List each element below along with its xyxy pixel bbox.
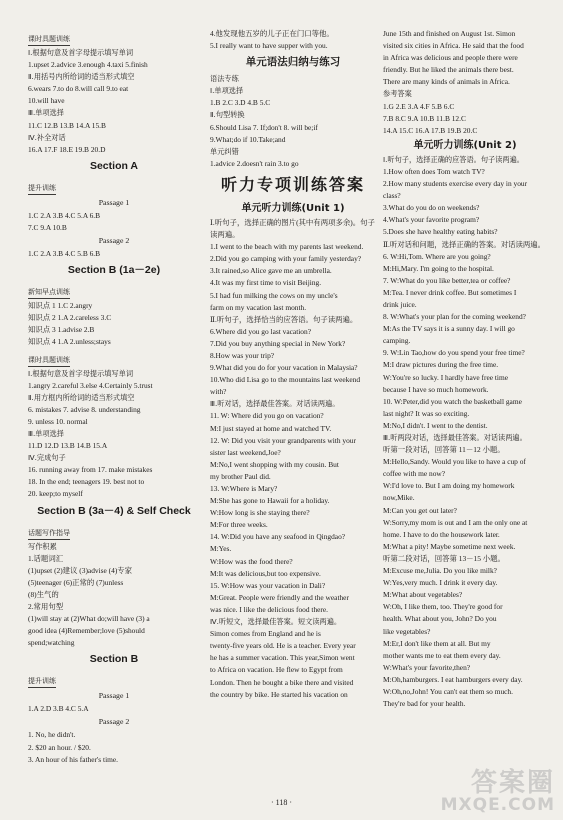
answer-line: 8. W:What's your plan for the coming weekend? <box>383 312 526 322</box>
answer-line: M:As the TV says it is a sunny day. I will go <box>383 324 515 334</box>
answer-line: 1.话题词汇 <box>28 553 64 563</box>
answer-line: 9.What did you do for your vacation in Malaysia? <box>210 363 358 373</box>
answer-line: M:I just stayed at home and watched TV. <box>210 423 332 433</box>
answer-line: 5.I had fun milking the cows on my uncle's <box>210 290 338 300</box>
answer-line: like vegetables? <box>383 626 431 636</box>
exercise-tag: 课时具题训练 <box>28 34 70 46</box>
answer-line: 知识点 3 1.advise 2.B <box>28 325 95 335</box>
answer-line: 11.D 12.D 13.B 14.B 15.A <box>28 441 108 451</box>
answer-line: 4.他发现他五岁的儿子正在门口等他。 <box>210 29 334 38</box>
answer-line: in Africa was delicious and people there were <box>383 53 518 63</box>
answer-line: 15. W:How was your vacation in Dali? <box>210 580 326 590</box>
answer-line: 知识点 2 1.A 2.careless 3.C <box>28 313 112 323</box>
page-number: · 118 · <box>270 798 293 807</box>
answer-line: M:Great. People were friendly and the weather <box>210 592 349 602</box>
answer-line: farm on my vacation last month. <box>210 302 307 312</box>
answer-line: M:Er,I don't like them at all. But my <box>383 638 491 648</box>
answer-line: 8.How was your trip? <box>210 350 275 360</box>
answer-line: W:Yes,very much. I drink it every day. <box>383 578 498 588</box>
answer-line: M:What a pity! Maybe sometime next week. <box>383 541 516 551</box>
main-title: 听力专项训练答案 <box>220 174 365 194</box>
answer-line: M:No,I didn't. I went to the dentist. <box>383 420 488 430</box>
answer-line: W:I'd love to. But I am doing my homework <box>383 481 515 491</box>
answer-line: health. What about you, John? Do you <box>383 614 497 624</box>
answer-line: he has a summer vacation. This year,Simon went <box>210 653 355 663</box>
section-title: Section B (1a－2e) <box>67 264 161 277</box>
section-heading: Ⅲ.单项选择 <box>28 428 64 438</box>
section-heading: Ⅱ.用括号内所给词的适当形式填空 <box>28 72 135 82</box>
answer-line: There are many kinds of animals in Africa. <box>383 77 510 87</box>
answer-line: (8)生气的 <box>28 589 59 599</box>
exercise-tag: 提升训练 <box>28 676 56 688</box>
instruction-line: Ⅰ.听句子，选择正确的图片(其中有两项多余)。句子读两遍。 <box>210 217 375 240</box>
answer-line: friendly. But he liked the animals there best. <box>383 65 514 75</box>
answer-line: coffee with me now? <box>383 469 446 479</box>
answer-line: 2.Did you go camping with your family yesterday? <box>210 254 362 264</box>
answer-line: W:How was the food there? <box>210 556 293 566</box>
answer-line: 1.How often does Tom watch TV? <box>383 166 485 176</box>
answer-line: London. Then he bought a bike there and visited <box>210 677 354 687</box>
answer-line: M:Tea. I never drink coffee. But sometimes I <box>383 287 517 297</box>
answer-line: 7. W:What do you like better,tea or coffee? <box>383 275 511 285</box>
answer-line: 14.A 15.C 16.A 17.B 19.B 20.C <box>383 125 478 135</box>
answer-line: W:Sorry,my mom is out and I am the only one at <box>383 517 528 527</box>
answer-line: 10. W:Peter,did you watch the basketball game <box>383 396 522 406</box>
answer-line: M:It was delicious,but too expensive. <box>210 568 321 578</box>
section-heading: Ⅲ.听两段对话，选择最佳答案。对话读两遍。 <box>383 433 527 442</box>
answer-line: Simon comes from England and he is <box>210 629 321 639</box>
answer-line: the country by bike. He started his vacation on <box>210 689 348 699</box>
answer-line: 听第二段对话，回答第 13－15 小题。 <box>383 553 505 563</box>
answer-line: (1)will stay at (2)What do;will have (3) a <box>28 614 150 624</box>
answer-line: because I have so much homework. <box>383 384 489 394</box>
answer-line: 13. W:Where is Mary? <box>210 484 278 493</box>
answer-line: camping. <box>383 336 411 346</box>
section-heading: 单元纠错 <box>210 146 239 156</box>
watermark-text-url: MXQE.COM <box>440 795 555 815</box>
instruction-line: Ⅱ.听对话和问题，选择正确的答案。对话读两遍。 <box>383 239 546 249</box>
column-middle <box>210 28 376 701</box>
answer-line: 18. In the end; teenagers 19. best not to <box>28 477 145 487</box>
answer-line: 4.It was my first time to visit Beijing. <box>210 278 322 288</box>
exercise-tag: 话题写作指导 <box>28 528 70 540</box>
answer-line: now,Mike. <box>383 493 415 503</box>
answer-line: 2.常用句型 <box>28 602 64 611</box>
answer-line: M:Can you get out later? <box>383 505 457 515</box>
section-title: 单元语法归纳与练习 <box>245 56 341 69</box>
answer-line: M:No,I went shopping with my cousin. But <box>210 459 339 469</box>
section-title: Section B (3a－4) & Self Check <box>37 504 191 517</box>
unit-title: 单元听力训练(Unit 2) <box>413 139 517 151</box>
answer-line: 7.B 8.C 9.A 10.B 11.B 12.C <box>383 113 466 123</box>
answer-line: (1)upset (2)建议 (3)advise (4)专家 <box>28 565 133 575</box>
section-title: Section B <box>89 653 139 666</box>
answer-line: 1.angry 2.careful 3.else 4.Certainly 5.trust <box>28 380 153 390</box>
answer-line: M:Excuse me,Julia. Do you like milk? <box>383 566 497 576</box>
watermark-logo <box>441 770 555 814</box>
answer-line: 5.Does she have healthy eating habits? <box>383 227 498 237</box>
answer-line: 3.It rained,so Alice gave me an umbrella. <box>210 266 332 276</box>
answer-line: mother wants me to eat them every day. <box>383 650 501 660</box>
answer-line: 5.I really want to have supper with you. <box>210 41 328 51</box>
answer-line: 3.What do you do on weekends? <box>383 203 480 213</box>
answer-line: visited six cities in Africa. He said that the food <box>383 41 524 51</box>
answer-line: 2.How many students exercise every day in your <box>383 179 528 189</box>
passage-label: Passage 2 <box>98 717 130 727</box>
answer-line: W:You're so lucky. I hardly have free time <box>383 372 509 382</box>
answer-line: M:What about vegetables? <box>383 590 463 600</box>
answer-line: 7.Did you buy anything special in New York? <box>210 338 346 348</box>
section-title: Section A <box>89 159 139 172</box>
section-heading: Ⅳ.补全对话 <box>28 132 66 142</box>
column-right <box>383 28 547 710</box>
answer-line: 知识点 4 1.A 2.unless;stays <box>28 337 111 347</box>
section-heading: Ⅲ.听对话，选择最佳答案。对话读两遍。 <box>210 399 340 409</box>
answer-line: 9. W:Lin Tao,how do you spend your free time? <box>383 348 525 358</box>
answer-line: 1.C 2.A 3.B 4.C 5.B 6.B <box>28 249 101 259</box>
exercise-tag: 提升训练 <box>28 183 56 195</box>
watermark-text-cn: 答案圈 <box>470 768 555 798</box>
answer-line: W:Oh,no,John! You can't eat them so much. <box>383 686 513 696</box>
column-left <box>28 28 200 766</box>
answer-line: with? <box>210 387 227 397</box>
answer-line: 1.I went to the beach with my parents last weekend. <box>210 242 364 252</box>
answer-line: drink juice. <box>383 299 417 309</box>
answer-line: They're bad for your health. <box>383 699 466 709</box>
answer-line: 16.A 17.F 18.E 19.B 20.D <box>28 144 106 154</box>
answer-line: 1.B 2.C 3.D 4.B 5.C <box>210 98 271 108</box>
answer-line: 10.Who did Lisa go to the mountains last weekend <box>210 375 361 385</box>
answer-line: M:I draw pictures during the free time. <box>383 360 499 370</box>
answer-line: 1.advice 2.doesn't rain 3.to go <box>210 158 299 168</box>
answer-line: 3. An hour of his father's time. <box>28 754 119 764</box>
section-heading: Ⅰ.听句子，选择正确的应答语。句子读两遍。 <box>383 154 524 164</box>
answer-line: was nice. I like the delicious food there. <box>210 604 329 614</box>
answer-line: 1.upset 2.advice 3.enough 4.taxi 5.finish <box>28 60 148 70</box>
answer-line: 6.wears 7.to do 8.will call 9.to eat <box>28 84 129 94</box>
section-heading: Ⅲ.单项选择 <box>28 108 64 118</box>
exercise-tag: 新知早点训练 <box>28 287 70 299</box>
answer-line: 1.G 2.E 3.A 4.F 5.B 6.C <box>383 101 455 111</box>
answer-line: 20. keep;to myself <box>28 489 83 499</box>
answer-line: 11. W: Where did you go on vacation? <box>210 411 324 421</box>
section-heading: Ⅰ.单项选择 <box>210 86 244 96</box>
answer-line: 16. running away from 17. make mistakes <box>28 465 153 475</box>
answer-line: 12. W: Did you visit your grandparents with your <box>210 435 356 445</box>
answer-line: spend;watching <box>28 638 75 648</box>
passage-label: Passage 1 <box>98 197 130 207</box>
answer-line: twenty-five years old. He is a teacher. Every year <box>210 641 356 651</box>
answer-line: home. I have to do the housework later. <box>383 529 500 539</box>
answer-line: 6. mistakes 7. advise 8. understanding <box>28 404 141 414</box>
section-heading: Ⅱ.句型转换 <box>210 110 245 120</box>
answer-line: my brother Paul did. <box>210 471 271 481</box>
answer-line: 9.What;do if 10.Take;and <box>210 134 286 144</box>
answer-line: 10.will have <box>28 96 65 106</box>
section-heading: 参考答案 <box>383 89 412 99</box>
answer-line: June 15th and finished on August 1st. Simon <box>383 29 516 38</box>
section-heading: Ⅳ.听短文，选择最佳答案。短文读两遍。 <box>210 617 342 627</box>
answer-line: 2. $20 an hour. / $20. <box>28 742 91 752</box>
unit-title: 单元听力训练(Unit 1) <box>241 202 345 214</box>
answer-line: 4.What's your favorite program? <box>383 215 480 225</box>
answer-line: 1. No, he didn't. <box>28 730 76 740</box>
answer-line: 6.Where did you go last vacation? <box>210 326 311 336</box>
answer-line: class? <box>383 191 401 201</box>
answer-line: M:Oh,hamburgers. I eat hamburgers every day. <box>383 674 523 684</box>
answer-line: W:How long is she staying there? <box>210 508 310 518</box>
section-heading: Ⅰ.根据句意及首字母提示填写单词 <box>28 48 134 57</box>
answer-line: M:She has gone to Hawaii for a holiday. <box>210 496 330 506</box>
answer-line: M:Hello,Sandy. Would you like to have a cup of <box>383 457 526 467</box>
answer-line: good idea (4)Remember;love (5)should <box>28 626 145 636</box>
instruction-line: Ⅱ.听句子，选择恰当的应答语。句子读两遍。 <box>210 314 358 324</box>
section-heading: 写作积累 <box>28 541 57 551</box>
answer-line: 6. W:Hi,Tom. Where are you going? <box>383 251 491 261</box>
answer-line: M:For three weeks. <box>210 520 268 530</box>
answer-line: (5)teenager (6)正常的 (7)unless <box>28 577 124 587</box>
answer-line: M:Yes. <box>210 544 232 554</box>
answer-line: 听第一段对话，回答第 11－12 小题。 <box>383 445 505 455</box>
passage-label: Passage 1 <box>98 691 130 701</box>
section-heading: Ⅱ.用方框内所给词的适当形式填空 <box>28 392 135 402</box>
section-heading: Ⅰ.根据句意及首字母提示填写单词 <box>28 368 134 378</box>
answer-line: 1.A 2.D 3.B 4.C 5.A <box>28 704 89 714</box>
answer-line: 6.Should Lisa 7. If;don't 8. will be;if <box>210 122 318 132</box>
exercise-tag: 课时具题训练 <box>28 355 70 367</box>
passage-label: Passage 2 <box>98 236 130 246</box>
answer-line: 知识点 1 1.C 2.angry <box>28 301 93 311</box>
answer-line: last night? It was so exciting. <box>383 408 470 418</box>
answer-line: 14. W:Did you have any seafood in Qingdao? <box>210 532 346 542</box>
answer-line: 1.C 2.A 3.B 4.C 5.A 6.B <box>28 210 101 220</box>
section-heading: Ⅳ.完成句子 <box>28 453 66 463</box>
answer-line: sister last weekend,Joe? <box>210 447 281 457</box>
answer-line: 11.C 12.B 13.B 14.A 15.B <box>28 120 106 130</box>
answer-line: M:Hi,Mary. I'm going to the hospital. <box>383 263 494 273</box>
section-heading: 语法专练 <box>210 74 239 84</box>
answer-line: W:Oh, I like them, too. They're good for <box>383 602 503 612</box>
answer-line: 7.C 9.A 10.B <box>28 222 67 232</box>
answer-line: to Africa on vacation. He flew to Egypt from <box>210 665 343 675</box>
answer-line: W:What's your favorite,then? <box>383 662 471 672</box>
answer-line: 9. unless 10. normal <box>28 416 88 426</box>
